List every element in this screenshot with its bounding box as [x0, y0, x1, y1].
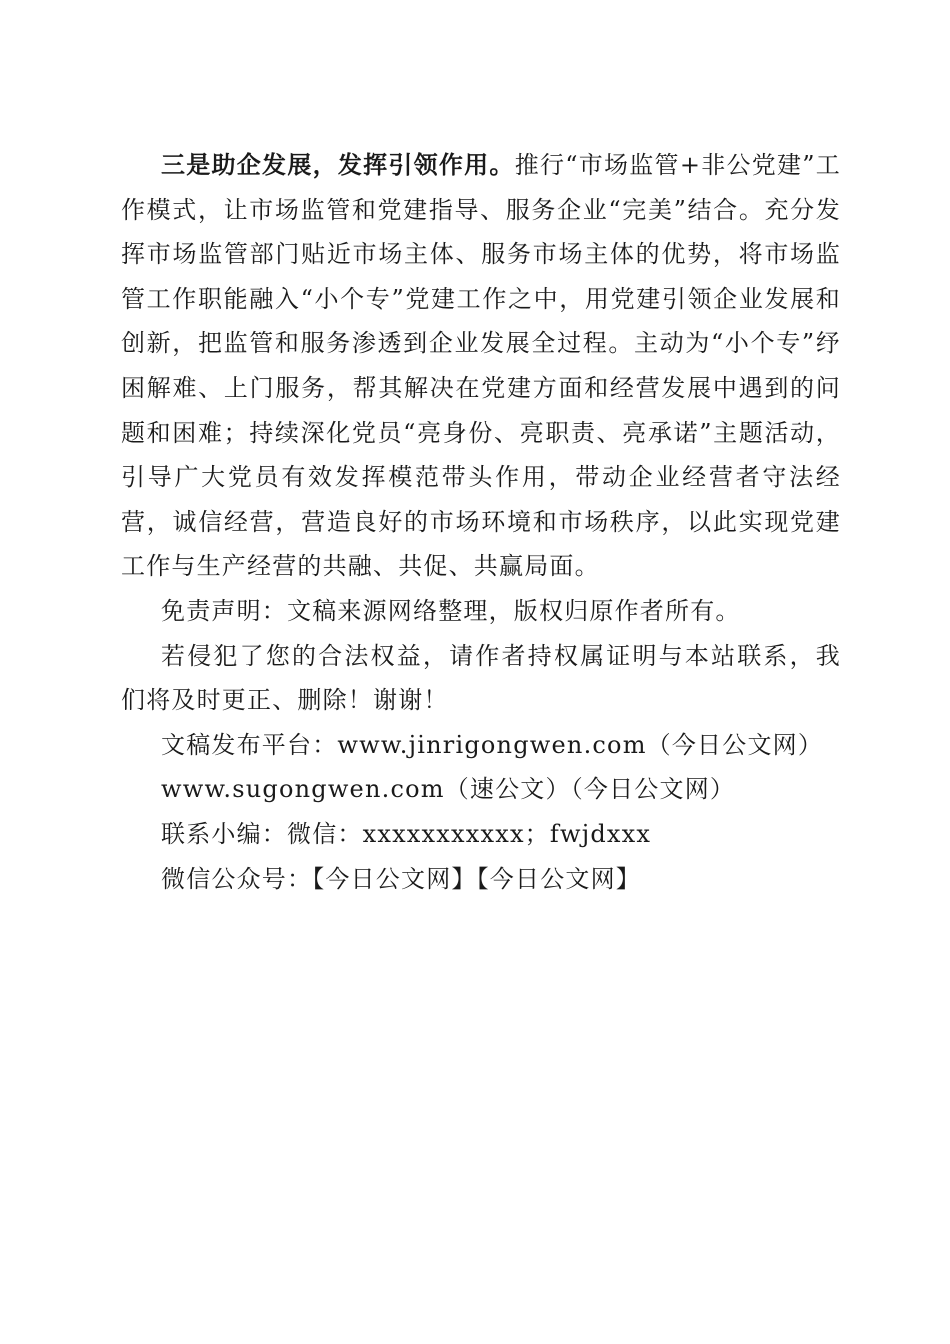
- paragraph-body: 推行“市场监管+非公党建”工作模式，让市场监管和党建指导、服务企业“完美”结合。充分发挥市场监管部门贴近市场主体、服务市场主体的优势，将市场监管工作职能融入“小个专”党建工作之中，用党建引领企业发展和创新，把监管和服务渗透到企业发展全过程。主动为“小个专”纾困解难、上门服务，帮其解决在党建方面和经营发展中遇到的问题和困难；持续深化党员“亮身份、亮职责、亮承诺”主题活动，引导广大党员有效发挥模范带头作用，带动企业经营者守法经营，诚信经营，营造良好的市场环境和市场秩序，以此实现党建工作与生产经营的共融、共促、共赢局面。: [121, 151, 841, 581]
- document-body: [121, 143, 841, 901]
- infringement-notice: 若侵犯了您的合法权益，请作者持权属证明与本站联系，我们将及时更正、删除！谢谢！: [121, 641, 841, 715]
- contact-line: 联系小编：微信：xxxxxxxxxxx；fwjdxxx: [161, 819, 652, 848]
- paragraph-lead: 三是助企发展，发挥引领作用。: [161, 150, 515, 179]
- wechat-line: 微信公众号：【今日公文网】【今日公文网】: [161, 864, 641, 893]
- main-paragraph: [121, 143, 841, 589]
- website-line: www.sugongwen.com（速公文）（今日公文网）: [161, 775, 736, 804]
- platform-line: 文稿发布平台：www.jinrigongwen.com（今日公文网）: [161, 730, 824, 759]
- disclaimer-text: 免责声明：文稿来源网络整理，版权归原作者所有。: [161, 596, 741, 625]
